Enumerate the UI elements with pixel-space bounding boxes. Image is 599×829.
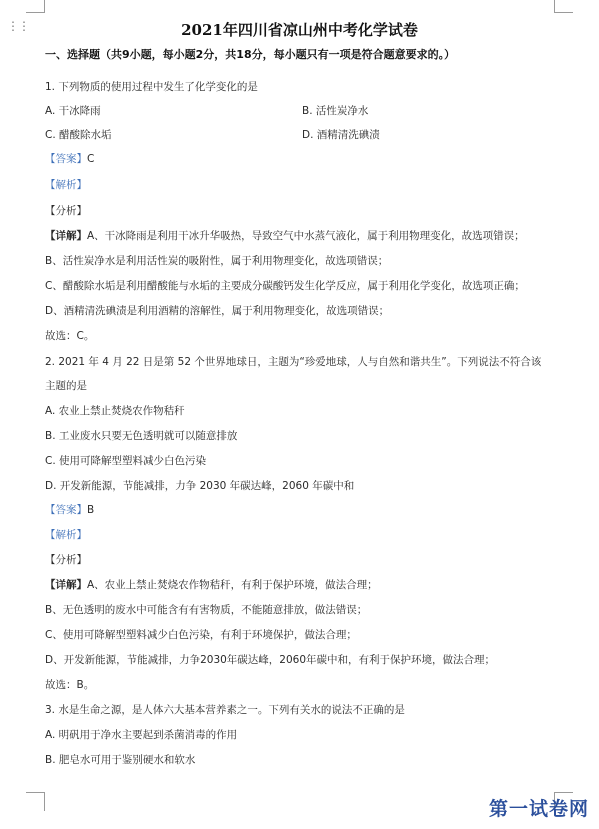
q1-detail-c: C、醋酸除水垢是利用醋酸能与水垢的主要成分碳酸钙发生化学反应，属于利用化学变化，故选项正确； — [45, 280, 525, 292]
q2-detail-c: C、使用可降解型塑料减少白色污染，有利于环境保护，做法合理； — [45, 629, 357, 641]
document-title: 2021年四川省凉山州中考化学试卷 — [181, 21, 418, 39]
q3-option-a: A. 明矾用于净水主要起到杀菌消毒的作用 — [45, 729, 238, 741]
q1-answer-line — [45, 152, 94, 166]
q3-option-b: B. 肥皂水可用于鉴别硬水和软水 — [45, 754, 196, 766]
q2-answer: B — [87, 504, 95, 516]
section-heading: 一、选择题（共9小题，每小题2分，共18分，每小题只有一项是符合题意要求的。） — [45, 48, 456, 61]
q1-answer-tag: 【答案】 — [45, 153, 87, 165]
crop-mark-bottom-left — [26, 792, 45, 811]
q2-detail-a-line — [45, 578, 378, 592]
q1-option-a: A. 干冰降雨 — [45, 105, 101, 117]
q1-detail-d: D、酒精清洗碘渍是利用酒精的溶解性，属于利用物理变化，故选项错误； — [45, 305, 390, 317]
q1-option-c: C. 醋酸除水垢 — [45, 129, 112, 141]
q2-option-a: A. 农业上禁止焚烧农作物秸秆 — [45, 405, 185, 417]
q2-detail-b: B、无色透明的废水中可能含有有害物质，不能随意排放，做法错误； — [45, 604, 368, 616]
q2-answer-tag: 【答案】 — [45, 504, 87, 516]
q2-analysis-tag: 【解析】 — [45, 529, 87, 541]
q2-option-b: B. 工业废水只要无色透明就可以随意排放 — [45, 430, 238, 442]
q1-detail-tag: 【详解】 — [45, 230, 87, 242]
crop-mark-top-left — [26, 0, 45, 13]
q2-detail-a: A、农业上禁止焚烧农作物秸秆，有利于保护环境，做法合理； — [87, 579, 378, 591]
q1-stem: 1. 下列物质的使用过程中发生了化学变化的是 — [45, 81, 258, 93]
drag-handle-icon[interactable]: ⋮⋮ — [7, 19, 29, 33]
q1-answer: C — [87, 153, 95, 165]
q1-detail-a: A、干冰降雨是利用干冰升华吸热，导致空气中水蒸气液化，属于利用物理变化，故选项错误； — [87, 230, 525, 242]
q1-option-d: D. 酒精清洗碘渍 — [302, 129, 380, 141]
q1-option-b: B. 活性炭净水 — [302, 105, 369, 117]
q3-stem: 3. 水是生命之源，是人体六大基本营养素之一。下列有关水的说法不正确的是 — [45, 704, 405, 716]
q2-stem-line2: 主题的是 — [45, 380, 87, 392]
q2-detail-tag: 【详解】 — [45, 579, 87, 591]
watermark-logo: 第一试卷网 — [488, 798, 589, 820]
q2-stem-line1: 2. 2021 年 4 月 22 日是第 52 个世界地球日，主题为“珍爱地球，人与自然和谐共生”。下列说法不符合该 — [45, 356, 542, 368]
q2-conclusion: 故选：B。 — [45, 679, 95, 691]
q1-detail-a-line — [45, 229, 525, 243]
q2-answer-line — [45, 503, 94, 517]
q2-option-c: C. 使用可降解型塑料减少白色污染 — [45, 455, 207, 467]
crop-mark-top-right — [554, 0, 573, 13]
q2-option-d: D. 开发新能源，节能减排，力争 2030 年碳达峰，2060 年碳中和 — [45, 480, 355, 492]
q1-analysis-tag: 【解析】 — [45, 179, 87, 191]
q1-conclusion: 故选：C。 — [45, 330, 95, 342]
q2-detail-d: D、开发新能源，节能减排，力争2030年碳达峰，2060年碳中和，有利于保护环境，做法合理； — [45, 654, 496, 666]
q2-fenxi: 【分析】 — [45, 554, 87, 566]
q1-detail-b: B、活性炭净水是利用活性炭的吸附性，属于利用物理变化，故选项错误； — [45, 255, 389, 267]
q1-fenxi: 【分析】 — [45, 205, 87, 217]
